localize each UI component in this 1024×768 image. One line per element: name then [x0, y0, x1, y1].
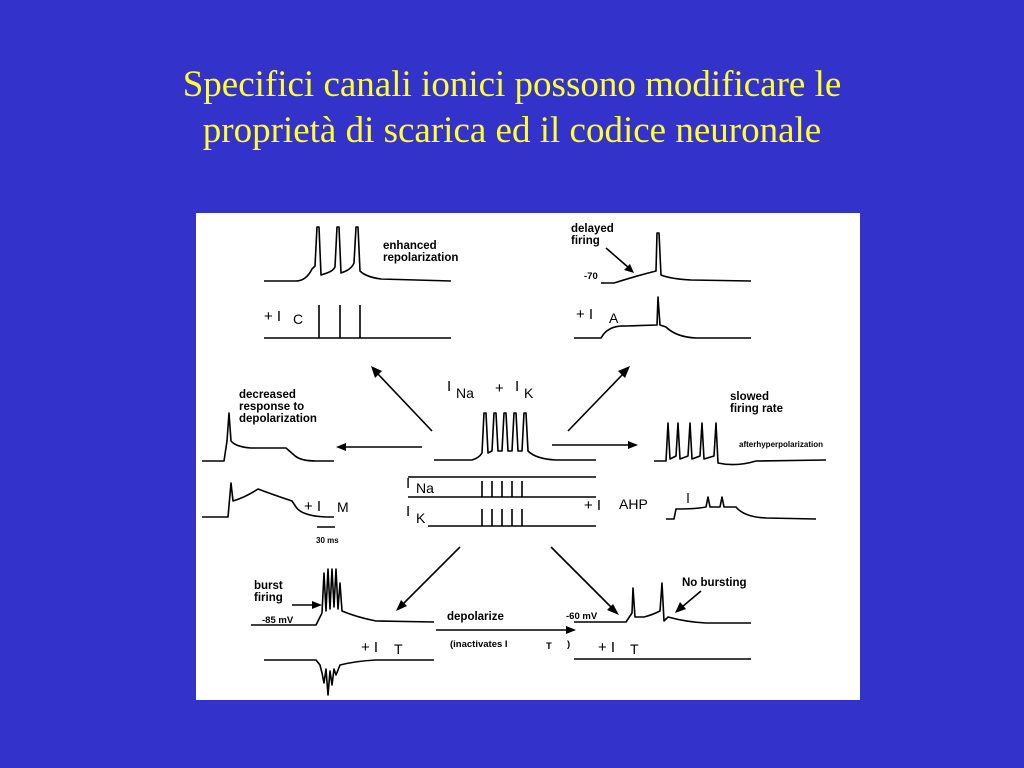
ia-pointer-arrow: [606, 248, 629, 268]
ia-current-sub: A: [609, 310, 619, 326]
iahp-current-sub: AHP: [619, 496, 648, 512]
ic-label-l2: repolarization: [383, 252, 459, 264]
ic-current-label: + I: [264, 308, 282, 325]
panel-ia: [571, 223, 751, 338]
im-label-l1: decreased: [239, 389, 296, 401]
iahp-label-l2: firing rate: [730, 403, 784, 415]
it-right-pointer-arrow: [682, 591, 701, 607]
depolarize-note-close: ): [567, 639, 571, 650]
arrow-to-it-right: [551, 547, 613, 609]
ia-voltage-trace: [601, 233, 751, 283]
depolarize-note: (inactivates I: [450, 639, 508, 650]
center-top-i1: I: [447, 378, 452, 395]
it-left-current-trace: [264, 660, 434, 695]
arrow-to-ia: [568, 373, 624, 431]
it-left-current-label: + I: [361, 639, 379, 656]
center-ik-trace: [428, 509, 596, 526]
it-right-voltage-trace: [574, 583, 751, 623]
center-top-sub2: K: [524, 385, 534, 401]
depolarize-label: depolarize: [447, 611, 504, 623]
iahp-current-label: + I: [584, 497, 602, 514]
arrow-to-it-left: [402, 547, 460, 605]
it-left-voltage: -85 mV: [262, 615, 294, 626]
center-voltage-trace: [434, 413, 596, 460]
figure-svg: [196, 213, 860, 700]
center-ina-trace: [408, 477, 596, 497]
it-left-label-l1: burst: [254, 580, 283, 592]
center-top-i2: I: [515, 378, 520, 395]
it-right-current-label: + I: [598, 639, 616, 656]
center-top-plus: +: [495, 380, 504, 397]
ion-channel-figure: [196, 213, 860, 700]
im-label-l2: response to: [239, 401, 305, 413]
iahp-label-l3: afterhyperpolarization: [739, 440, 824, 449]
ia-label-l2: firing: [571, 235, 600, 247]
it-left-current-sub: T: [394, 641, 403, 657]
it-right-label: No bursting: [682, 577, 747, 589]
slide-title: [0, 62, 1024, 154]
arrow-to-ic: [377, 373, 432, 431]
ia-current-trace: [574, 297, 751, 338]
depolarize-note-sub: T: [546, 641, 552, 652]
center-row1-sub: Na: [416, 480, 434, 496]
im-current-sub: M: [337, 499, 349, 515]
panel-ic: [264, 227, 458, 338]
center-top-sub1: Na: [456, 385, 474, 401]
panel-center: [406, 378, 596, 526]
ic-label-l1: enhanced: [383, 240, 437, 252]
center-row2-i: I: [406, 503, 411, 520]
center-row1-i: I: [406, 475, 411, 492]
it-right-current-sub: T: [630, 641, 639, 657]
im-current-label: + I: [304, 498, 322, 515]
panel-im: [202, 389, 349, 545]
ic-current-sub: C: [293, 311, 304, 327]
panel-it-left: [251, 569, 434, 695]
slide-title-line1: Specifici canali ionici possono modificare le: [182, 64, 842, 105]
center-row2-sub: K: [416, 510, 426, 526]
im-scale-bar: 30 ms: [316, 536, 339, 545]
slide-title-line2: proprietà di scarica ed il codice neuronale: [202, 110, 822, 151]
iahp-label-l1: slowed: [730, 391, 769, 403]
panel-iahp: [584, 391, 826, 519]
depolarize-block: [436, 611, 576, 652]
it-left-label-l2: firing: [254, 592, 283, 604]
ia-current-label: + I: [576, 306, 594, 323]
im-label-l3: depolarization: [239, 413, 317, 425]
ia-label-l1: delayed: [571, 223, 614, 235]
figure-arrows: [336, 366, 638, 615]
ia-voltage: -70: [584, 271, 598, 282]
it-right-voltage: -60 mV: [566, 611, 598, 622]
